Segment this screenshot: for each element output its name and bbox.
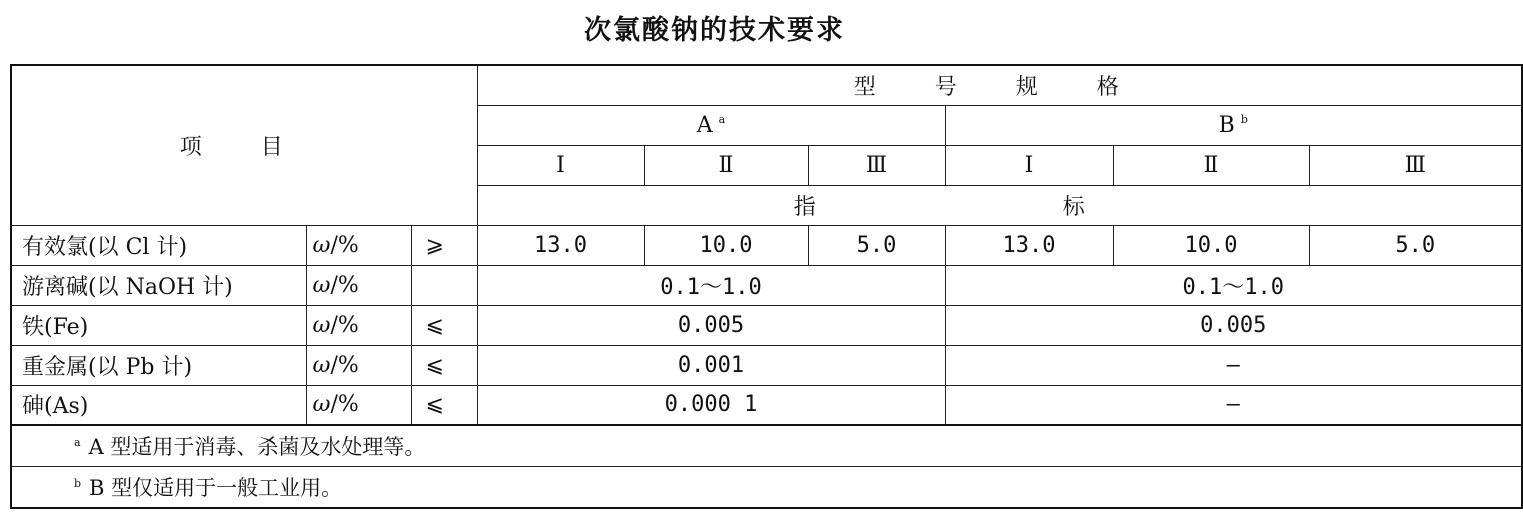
unit-label: ω/% <box>306 305 411 345</box>
value-cell-type-b: 0.005 <box>945 305 1522 345</box>
type-b-header: B $^b$ <box>945 105 1522 145</box>
grade-header: Ⅰ <box>477 145 644 185</box>
value-cell-type-b: — <box>945 345 1522 385</box>
value-cell: 13.0 <box>477 225 644 265</box>
grade-header: Ⅰ <box>945 145 1113 185</box>
value-cell: 10.0 <box>644 225 808 265</box>
comparison-sign <box>411 265 477 305</box>
grade-header: Ⅱ <box>644 145 808 185</box>
spec-table <box>10 64 1523 509</box>
comparison-sign: ⩽ <box>411 345 477 385</box>
unit-label: ω/% <box>306 345 411 385</box>
item-name: 铁(Fe) <box>11 305 306 345</box>
unit-label: ω/% <box>306 225 411 265</box>
value-cell: 5.0 <box>1309 225 1522 265</box>
value-cell-type-b: — <box>945 385 1522 425</box>
item-header: 项 目 <box>11 65 477 225</box>
value-cell: 5.0 <box>808 225 945 265</box>
value-cell: 13.0 <box>945 225 1113 265</box>
value-cell-type-a: 0.1～1.0 <box>477 265 945 305</box>
unit-label: ω/% <box>306 385 411 425</box>
footnote-row <box>11 467 1522 509</box>
item-name: 游离碱(以 NaOH 计) <box>11 265 306 305</box>
value-cell-type-b: 0.1～1.0 <box>945 265 1522 305</box>
unit-label: ω/% <box>306 265 411 305</box>
grade-header: Ⅱ <box>1113 145 1309 185</box>
table-row <box>11 385 1522 425</box>
table-title: 次氯酸钠的技术要求 <box>584 15 845 46</box>
table-row <box>11 345 1522 385</box>
item-name: 砷(As) <box>11 385 306 425</box>
footnote-b: $^b$ B 型仅适用于一般工业用。 <box>11 467 1522 509</box>
index-header: 指 标 <box>477 185 1522 225</box>
value-cell-type-a: 0.001 <box>477 345 945 385</box>
value-cell-type-a: 0.000 1 <box>477 385 945 425</box>
footnote-row <box>11 425 1522 467</box>
table-row <box>11 265 1522 305</box>
comparison-sign: ⩽ <box>411 305 477 345</box>
value-cell-type-a: 0.005 <box>477 305 945 345</box>
grade-header: Ⅲ <box>808 145 945 185</box>
footnote-a: $^a$ A 型适用于消毒、杀菌及水处理等。 <box>11 425 1522 467</box>
comparison-sign: ⩽ <box>411 385 477 425</box>
model-spec-header: 型 号 规 格 <box>477 65 1522 105</box>
item-name: 重金属(以 Pb 计) <box>11 345 306 385</box>
table-row <box>11 225 1522 265</box>
type-a-header: A $^a$ <box>477 105 945 145</box>
value-cell: 10.0 <box>1113 225 1309 265</box>
grade-header: Ⅲ <box>1309 145 1522 185</box>
comparison-sign: ⩾ <box>411 225 477 265</box>
item-name: 有效氯(以 Cl 计) <box>11 225 306 265</box>
table-row <box>11 305 1522 345</box>
